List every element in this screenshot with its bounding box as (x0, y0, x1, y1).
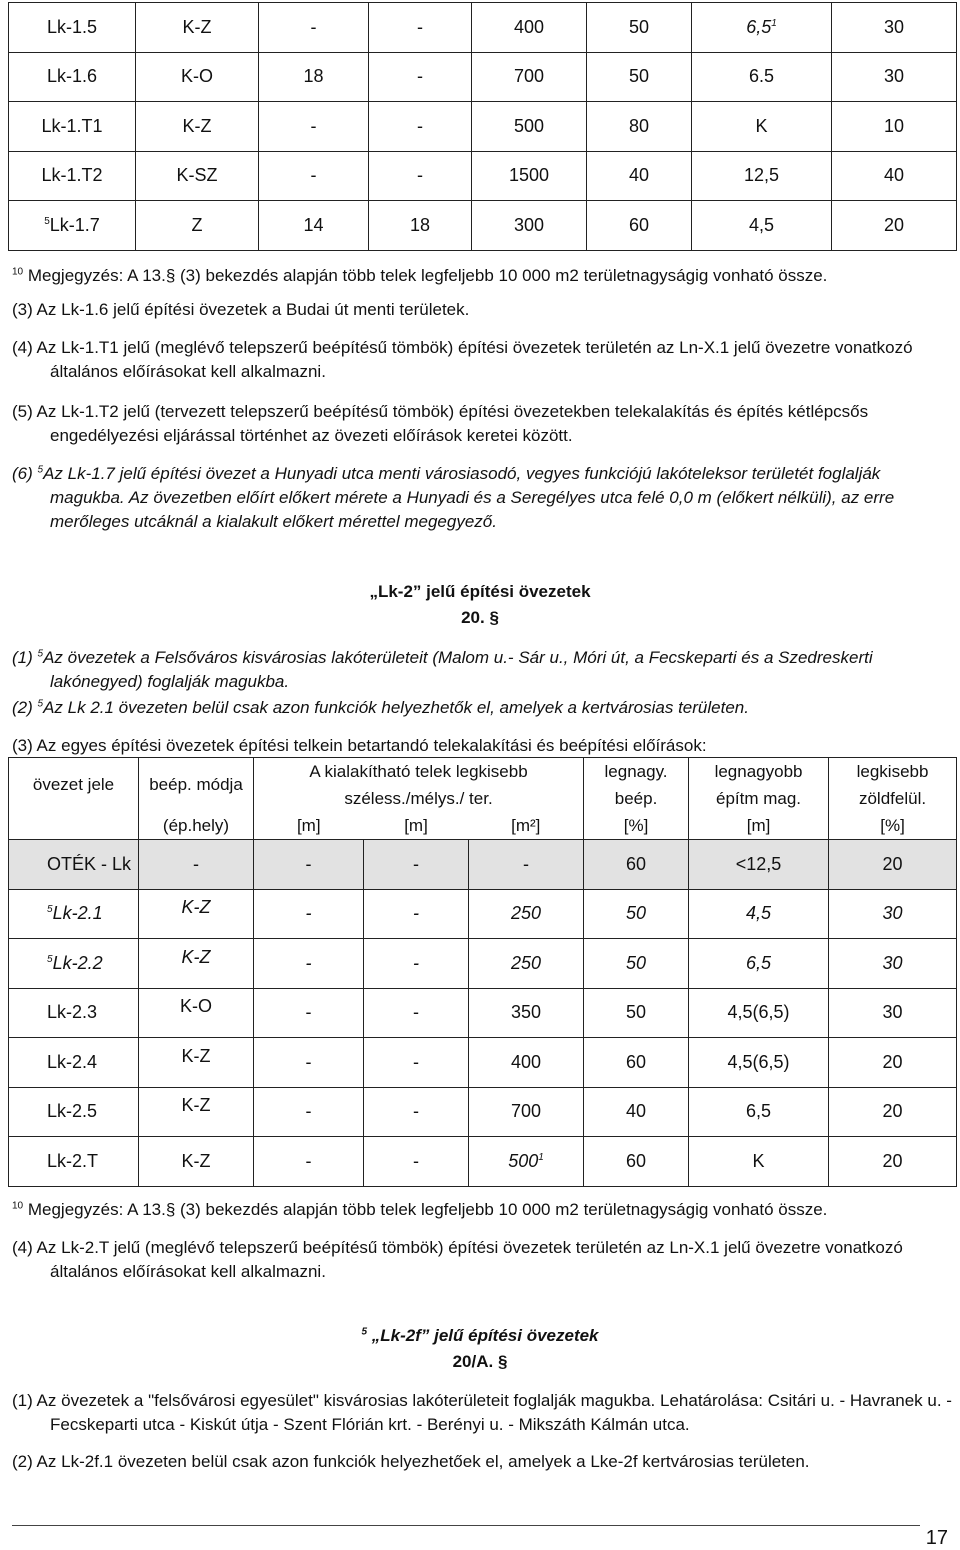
page-number: 17 (925, 1527, 948, 1549)
cell-magassag: 6,5 (689, 1087, 829, 1137)
table-row (9, 988, 957, 1038)
paragraph-6: (6) $^5$Az Lk-1.7 jelű építési övezet a Hunyadi utca menti városiasodó, vegyes funkciójú lakóteleksor területét foglalják magukba. Az övezetben előírt előkert mérete a Hunyadi és a Seregélyes utca felé 0,0 m (előkert nélküli), az erre merőleges utcáknál a kialakult előkert mérettel megegyező. (12, 464, 895, 531)
header-unit: [m] (254, 812, 364, 840)
header-empty (9, 812, 139, 840)
cell-ter: 400 (472, 3, 587, 53)
cell-beep: Z (136, 201, 259, 251)
cell-magassag: 4,5(6,5) (689, 988, 829, 1038)
header-unit: [m] (404, 815, 428, 835)
cell-ovezet: Lk-2.4 (9, 1038, 139, 1088)
paragraph-2: (2) $^5$Az Lk 2.1 övezeten belül csak azon funkciók helyezhetők el, amelyek a kertvárosias területen. (12, 698, 749, 717)
header-beep-2: (ép.hely) (139, 812, 254, 840)
cell-legnagy: 60 (584, 1038, 689, 1088)
table-row (9, 889, 957, 939)
cell-szeles: - (254, 889, 364, 939)
lk2-table (8, 757, 957, 1187)
lk1-table (8, 2, 957, 251)
cell-ovezet: Lk-1.6 (9, 52, 136, 102)
cell-melys: - (364, 988, 469, 1038)
cell-magassag: K (692, 102, 832, 152)
table-row (9, 1087, 957, 1137)
header-legnagy-2: beép. (584, 785, 689, 812)
cell-szeles: - (254, 1087, 364, 1137)
header-unit: [%] (584, 812, 689, 840)
cell-ovezet: $^5$Lk-1.7 (9, 201, 136, 251)
cell-zold: 20 (829, 1137, 957, 1187)
cell-ovezet: OTÉK - Lk (9, 840, 139, 890)
cell-ter: 250 (469, 939, 584, 989)
paragraph-4b: (4) Az Lk-2.T jelű (meglévő telepszerű beépítésű tömbök) építési övezetek területén az Ln-X.1 jelű övezetre vonatkozó általános előírásokat kell alkalmazni. (12, 1238, 903, 1281)
header-legnagy: legnagy. (584, 758, 689, 786)
cell-magassag: K (689, 1137, 829, 1187)
cell-ovezet: Lk-2.5 (9, 1087, 139, 1137)
cell-zold: 20 (832, 201, 957, 251)
cell-melys: - (364, 889, 469, 939)
cell-melys: - (364, 939, 469, 989)
paragraph-5: (5) Az Lk-1.T2 jelű (tervezett telepszerű beépítésű tömbök) építési övezetekben telekalakítás és építés kétlépcsős engedélyezési eljárással történhet az övezeti előírások keretei között. (12, 402, 869, 445)
cell-legnagy: 80 (587, 102, 692, 152)
cell-zold: 40 (832, 151, 957, 201)
cell-melys: - (369, 52, 472, 102)
cell-melys: - (364, 1137, 469, 1187)
table-row (9, 840, 957, 890)
cell-ovezet: Lk-1.T1 (9, 102, 136, 152)
header-unit: [m²] (511, 815, 541, 835)
cell-szeles: 14 (259, 201, 369, 251)
cell-ovezet: $^5$Lk-2.1 (9, 889, 139, 939)
header-legnagyobb: legnagyobb (689, 758, 829, 786)
cell-szeles: - (254, 939, 364, 989)
cell-magassag: $6,5^1$ (692, 3, 832, 53)
cell-ovezet: Lk-2.3 (9, 988, 139, 1038)
table-row (9, 151, 957, 201)
cell-ter: 400 (469, 1038, 584, 1088)
table-row (9, 1038, 957, 1088)
paragraph-3b: (3) Az egyes építési övezetek építési telkein betartandó telekalakítási és beépítési előírások: (12, 736, 707, 755)
cell-melys: - (369, 151, 472, 201)
cell-zold: 20 (829, 840, 957, 890)
cell-ovezet: Lk-1.T2 (9, 151, 136, 201)
table-row (9, 939, 957, 989)
table-row (9, 102, 957, 152)
cell-zold: 10 (832, 102, 957, 152)
cell-ovezet: Lk-1.5 (9, 3, 136, 53)
note-10: $^{10}$ Megjegyzés: A 13.§ (3) bekezdés alapján több telek legfeljebb 10 000 m2 területnagyságig vonható össze. (12, 266, 828, 285)
cell-beep: K-O (139, 988, 254, 1038)
cell-legnagy: 40 (584, 1087, 689, 1137)
cell-ter: 700 (472, 52, 587, 102)
cell-szeles: - (254, 988, 364, 1038)
cell-zold: 30 (832, 52, 957, 102)
paragraph-3: (3) Az Lk-1.6 jelű építési övezetek a Budai út menti területek. (12, 300, 470, 319)
cell-ter: 700 (469, 1087, 584, 1137)
cell-zold: 20 (829, 1038, 957, 1088)
table-row (9, 3, 957, 53)
table-row (9, 1137, 957, 1187)
cell-melys: - (364, 1038, 469, 1088)
cell-legnagy: 60 (584, 1137, 689, 1187)
cell-beep: K-Z (139, 1038, 254, 1088)
cell-legnagy: 50 (587, 52, 692, 102)
cell-magassag: 6.5 (692, 52, 832, 102)
footer-divider (12, 1525, 920, 1526)
section-title-2f: $^5$ „Lk-2f” jelű építési övezetek (361, 1326, 599, 1345)
cell-zold: 30 (829, 988, 957, 1038)
cell-melys: - (364, 840, 469, 890)
cell-magassag: 6,5 (689, 939, 829, 989)
cell-beep: K-Z (139, 889, 254, 939)
cell-szeles: - (259, 3, 369, 53)
cell-beep: K-Z (136, 3, 259, 53)
header-kialakithato-2: széless./mélys./ ter. (254, 785, 584, 812)
header-legkisebb: legkisebb (829, 758, 957, 786)
header-legkisebb-2: zöldfelül. (829, 785, 957, 812)
cell-melys: - (369, 102, 472, 152)
cell-szeles: - (259, 151, 369, 201)
cell-legnagy: 40 (587, 151, 692, 201)
cell-ter: 1500 (472, 151, 587, 201)
cell-ter: 300 (472, 201, 587, 251)
header-beep: beép. módja (139, 758, 254, 813)
table-header-row (9, 812, 957, 840)
cell-szeles: - (254, 1137, 364, 1187)
header-kialakithato: A kialakítható telek legkisebb (254, 758, 584, 786)
table-row (9, 201, 957, 251)
cell-beep: K-SZ (136, 151, 259, 201)
cell-ter: $500^1$ (469, 1137, 584, 1187)
cell-ter: 250 (469, 889, 584, 939)
cell-melys: - (369, 3, 472, 53)
cell-melys: - (364, 1087, 469, 1137)
cell-magassag: 12,5 (692, 151, 832, 201)
cell-legnagy: 50 (587, 3, 692, 53)
cell-zold: 30 (832, 3, 957, 53)
cell-ter: 350 (469, 988, 584, 1038)
cell-beep: - (139, 840, 254, 890)
paragraph-1-2f: (1) Az övezetek a "felsővárosi egyesület" kisvárosias lakóterületeit foglalják magukba. Lehatárolása: Csitári u. - Havranek u. - Fecskeparti utca - Kiskút útja - Szent Flórián krt. - Berényi u. - Mikszáth Kálmán utca. (12, 1391, 952, 1434)
cell-legnagy: 50 (584, 889, 689, 939)
table-row (9, 52, 957, 102)
cell-beep: K-Z (139, 1137, 254, 1187)
section-title: „Lk-2” jelű építési övezetek (369, 582, 591, 601)
cell-szeles: - (259, 102, 369, 152)
cell-legnagy: 60 (584, 840, 689, 890)
cell-szeles: - (254, 840, 364, 890)
cell-beep: K-Z (136, 102, 259, 152)
paragraph-2-2f: (2) Az Lk-2f.1 övezeten belül csak azon funkciók helyezhetőek el, amelyek a Lke-2f kertvárosias területen. (12, 1452, 810, 1471)
header-legnagyobb-2: építm mag. (689, 785, 829, 812)
section-number: 20. § (461, 608, 499, 627)
header-unit: [m] (689, 812, 829, 840)
header-ovezet: övezet jele (9, 758, 139, 813)
cell-ovezet: Lk-2.T (9, 1137, 139, 1187)
cell-ter: 500 (472, 102, 587, 152)
header-unit: [%] (829, 812, 957, 840)
cell-legnagy: 60 (587, 201, 692, 251)
cell-magassag: 4,5 (692, 201, 832, 251)
cell-beep: K-Z (139, 1087, 254, 1137)
table-header-row (9, 758, 957, 786)
cell-magassag: 4,5 (689, 889, 829, 939)
cell-legnagy: 50 (584, 939, 689, 989)
cell-szeles: 18 (259, 52, 369, 102)
paragraph-4: (4) Az Lk-1.T1 jelű (meglévő telepszerű beépítésű tömbök) építési övezetek területén az Ln-X.1 jelű övezetre vonatkozó általános előírásokat kell alkalmazni. (12, 338, 913, 381)
cell-magassag: <12,5 (689, 840, 829, 890)
cell-zold: 20 (829, 1087, 957, 1137)
section-number-2f: 20/A. § (452, 1352, 508, 1371)
cell-melys: 18 (369, 201, 472, 251)
cell-ter: - (469, 840, 584, 890)
paragraph-1: (1) $^5$Az övezetek a Felsőváros kisvárosias lakóterületeit (Malom u.- Sár u., Móri út, a Fecskeparti és a Szedreskerti lakónegyed) foglalják magukba. (12, 648, 873, 691)
cell-szeles: - (254, 1038, 364, 1088)
cell-zold: 30 (829, 889, 957, 939)
cell-legnagy: 50 (584, 988, 689, 1038)
cell-ovezet: $^5$Lk-2.2 (9, 939, 139, 989)
note-10b: $^{10}$ Megjegyzés: A 13.§ (3) bekezdés alapján több telek legfeljebb 10 000 m2 területnagyságig vonható össze. (12, 1200, 828, 1219)
cell-magassag: 4,5(6,5) (689, 1038, 829, 1088)
cell-beep: K-O (136, 52, 259, 102)
cell-beep: K-Z (139, 939, 254, 989)
cell-zold: 30 (829, 939, 957, 989)
